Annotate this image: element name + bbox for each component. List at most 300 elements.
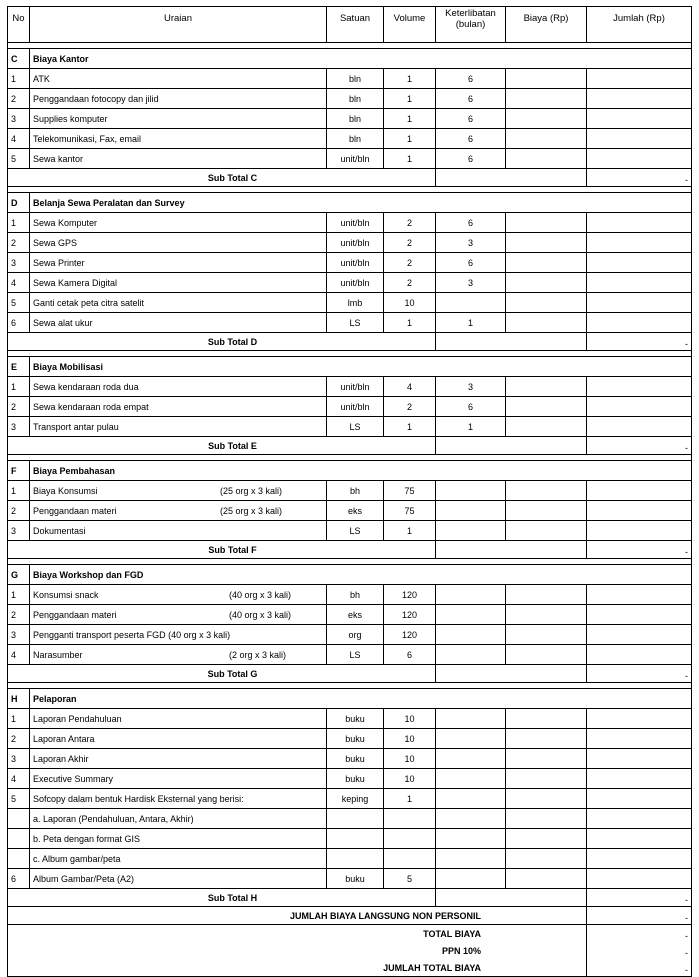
row-volume xyxy=(384,849,436,869)
row-jumlah xyxy=(587,253,692,273)
header-keterlibatan-line1: Keterlibatan xyxy=(445,8,496,19)
row-volume: 120 xyxy=(384,605,436,625)
row-volume: 1 xyxy=(384,129,436,149)
table-row xyxy=(8,397,692,417)
header-no: No xyxy=(8,7,30,43)
grand-total-row xyxy=(8,925,692,943)
table-row xyxy=(8,417,692,437)
row-satuan: unit/bln xyxy=(327,233,384,253)
table-row xyxy=(8,521,692,541)
subtotal-row xyxy=(8,541,692,559)
row-item-text: Sewa kendaraan roda dua xyxy=(33,381,139,392)
row-jumlah xyxy=(587,233,692,253)
row-item xyxy=(30,625,327,645)
subtotal-label: Sub Total H xyxy=(8,889,436,907)
row-biaya xyxy=(506,849,587,869)
row-jumlah xyxy=(587,521,692,541)
total-label: TOTAL BIAYA xyxy=(8,925,587,943)
row-item-text: Penggandaan materi xyxy=(33,505,117,516)
table-row xyxy=(8,769,692,789)
row-number: 3 xyxy=(8,749,30,769)
row-item-text: Penggandaan fotocopy dan jilid xyxy=(33,93,159,104)
row-number xyxy=(8,849,30,869)
subtotal-row xyxy=(8,437,692,455)
row-jumlah xyxy=(587,605,692,625)
row-item-text: Sofcopy dalam bentuk Hardisk Eksternal yang berisi: xyxy=(33,793,244,804)
row-bulan xyxy=(436,501,506,521)
table-row xyxy=(8,849,692,869)
row-jumlah xyxy=(587,397,692,417)
table-row xyxy=(8,213,692,233)
row-item-text: Dokumentasi xyxy=(33,525,86,536)
row-satuan: LS xyxy=(327,521,384,541)
section-title: Biaya Kantor xyxy=(30,49,692,69)
row-jumlah xyxy=(587,645,692,665)
header-keterlibatan xyxy=(436,7,506,43)
row-number: 1 xyxy=(8,213,30,233)
subtotal-label: Sub Total D xyxy=(8,333,436,351)
subtotal-blank xyxy=(436,169,587,187)
header-uraian: Uraian xyxy=(30,7,327,43)
subtotal-value: - xyxy=(587,333,692,351)
row-jumlah xyxy=(587,129,692,149)
table-header xyxy=(8,7,692,43)
row-number: 6 xyxy=(8,869,30,889)
subtotal-label: Sub Total E xyxy=(8,437,436,455)
row-volume: 1 xyxy=(384,109,436,129)
table-row xyxy=(8,313,692,333)
row-satuan: buku xyxy=(327,749,384,769)
row-satuan: bh xyxy=(327,585,384,605)
row-item-text: Sewa kantor xyxy=(33,153,84,164)
row-item-text: b. Peta dengan format GIS xyxy=(33,833,141,844)
section-code: C xyxy=(8,49,30,69)
section-heading xyxy=(8,565,692,585)
row-satuan: unit/bln xyxy=(327,213,384,233)
row-item xyxy=(30,585,327,605)
row-item xyxy=(30,397,327,417)
grand-total-row xyxy=(8,907,692,925)
row-volume: 1 xyxy=(384,789,436,809)
row-volume: 2 xyxy=(384,397,436,417)
row-biaya xyxy=(506,625,587,645)
row-jumlah xyxy=(587,849,692,869)
row-item xyxy=(30,89,327,109)
table-row xyxy=(8,481,692,501)
row-number: 2 xyxy=(8,605,30,625)
row-jumlah xyxy=(587,809,692,829)
row-bulan: 1 xyxy=(436,417,506,437)
row-satuan: unit/bln xyxy=(327,397,384,417)
table-row xyxy=(8,293,692,313)
row-item xyxy=(30,69,327,89)
row-volume: 5 xyxy=(384,869,436,889)
row-item-text: ATK xyxy=(33,73,50,84)
row-biaya xyxy=(506,377,587,397)
row-item-text: Sewa Kamera Digital xyxy=(33,277,118,288)
row-item-text: Narasumber xyxy=(33,649,83,660)
table-row xyxy=(8,253,692,273)
subtotal-row xyxy=(8,169,692,187)
row-number: 1 xyxy=(8,481,30,501)
row-item xyxy=(30,809,327,829)
row-satuan: unit/bln xyxy=(327,253,384,273)
row-bulan xyxy=(436,645,506,665)
section-code: D xyxy=(8,193,30,213)
row-volume: 1 xyxy=(384,521,436,541)
row-jumlah xyxy=(587,749,692,769)
section-code: F xyxy=(8,461,30,481)
row-volume: 75 xyxy=(384,501,436,521)
row-volume: 2 xyxy=(384,233,436,253)
row-bulan xyxy=(436,869,506,889)
row-item xyxy=(30,273,327,293)
row-volume: 2 xyxy=(384,213,436,233)
row-bulan: 6 xyxy=(436,213,506,233)
row-jumlah xyxy=(587,789,692,809)
row-volume: 2 xyxy=(384,253,436,273)
row-biaya xyxy=(506,789,587,809)
row-number: 2 xyxy=(8,233,30,253)
row-bulan xyxy=(436,605,506,625)
subtotal-row xyxy=(8,889,692,907)
row-number: 1 xyxy=(8,377,30,397)
row-number: 3 xyxy=(8,521,30,541)
grand-total-row xyxy=(8,959,692,977)
subtotal-blank xyxy=(436,333,587,351)
row-item-note: (40 org x 3 kali) xyxy=(229,609,292,620)
row-bulan xyxy=(436,729,506,749)
row-satuan: LS xyxy=(327,313,384,333)
row-item-text: Sewa alat ukur xyxy=(33,317,93,328)
row-item xyxy=(30,869,327,889)
table-row xyxy=(8,149,692,169)
row-bulan: 6 xyxy=(436,253,506,273)
row-biaya xyxy=(506,809,587,829)
row-item xyxy=(30,233,327,253)
row-satuan: bln xyxy=(327,129,384,149)
row-jumlah xyxy=(587,829,692,849)
row-item xyxy=(30,849,327,869)
total-label: PPN 10% xyxy=(8,942,587,959)
row-bulan xyxy=(436,829,506,849)
row-volume: 10 xyxy=(384,769,436,789)
row-biaya xyxy=(506,149,587,169)
row-volume: 10 xyxy=(384,749,436,769)
row-volume: 1 xyxy=(384,149,436,169)
table-row xyxy=(8,729,692,749)
section-heading xyxy=(8,689,692,709)
row-item-text: Konsumsi snack xyxy=(33,589,99,600)
total-value: - xyxy=(587,942,692,959)
row-jumlah xyxy=(587,869,692,889)
row-satuan: LS xyxy=(327,645,384,665)
row-item xyxy=(30,501,327,521)
row-item-text: a. Laporan (Pendahuluan, Antara, Akhir) xyxy=(33,813,194,824)
row-satuan: buku xyxy=(327,869,384,889)
row-biaya xyxy=(506,729,587,749)
row-jumlah xyxy=(587,313,692,333)
row-bulan: 6 xyxy=(436,69,506,89)
subtotal-blank xyxy=(436,665,587,683)
row-bulan: 3 xyxy=(436,273,506,293)
row-bulan xyxy=(436,585,506,605)
row-number: 6 xyxy=(8,313,30,333)
row-jumlah xyxy=(587,481,692,501)
row-volume: 10 xyxy=(384,709,436,729)
total-value: - xyxy=(587,959,692,977)
header-volume: Volume xyxy=(384,7,436,43)
row-number: 4 xyxy=(8,273,30,293)
section-heading xyxy=(8,49,692,69)
row-volume xyxy=(384,829,436,849)
section-title: Pelaporan xyxy=(30,689,692,709)
row-jumlah xyxy=(587,69,692,89)
table-row xyxy=(8,69,692,89)
row-biaya xyxy=(506,417,587,437)
row-number: 5 xyxy=(8,149,30,169)
header-biaya: Biaya (Rp) xyxy=(506,7,587,43)
row-volume: 75 xyxy=(384,481,436,501)
subtotal-value: - xyxy=(587,437,692,455)
subtotal-value: - xyxy=(587,541,692,559)
row-item xyxy=(30,605,327,625)
row-volume: 1 xyxy=(384,313,436,333)
table-row xyxy=(8,789,692,809)
row-satuan: eks xyxy=(327,501,384,521)
row-satuan: unit/bln xyxy=(327,149,384,169)
row-item-text: Pengganti transport peserta FGD (40 org x 3 kali) xyxy=(33,629,231,640)
subtotal-label: Sub Total G xyxy=(8,665,436,683)
row-bulan: 3 xyxy=(436,233,506,253)
row-satuan: bh xyxy=(327,481,384,501)
row-item-text: Sewa GPS xyxy=(33,237,78,248)
row-item-text: Album Gambar/Peta (A2) xyxy=(33,873,135,884)
row-biaya xyxy=(506,89,587,109)
row-item-text: c. Album gambar/peta xyxy=(33,853,121,864)
row-item-note: (25 org x 3 kali) xyxy=(220,485,283,496)
table-row xyxy=(8,829,692,849)
row-number: 2 xyxy=(8,89,30,109)
subtotal-blank xyxy=(436,437,587,455)
row-volume: 1 xyxy=(384,89,436,109)
budget-table xyxy=(7,6,692,977)
row-jumlah xyxy=(587,729,692,749)
row-item-text: Executive Summary xyxy=(33,773,114,784)
row-biaya xyxy=(506,213,587,233)
row-item xyxy=(30,109,327,129)
row-bulan xyxy=(436,749,506,769)
row-volume: 10 xyxy=(384,729,436,749)
row-biaya xyxy=(506,749,587,769)
total-label: JUMLAH TOTAL BIAYA xyxy=(8,959,587,977)
row-number: 4 xyxy=(8,645,30,665)
row-satuan: lmb xyxy=(327,293,384,313)
row-satuan: LS xyxy=(327,417,384,437)
row-satuan xyxy=(327,829,384,849)
row-number: 2 xyxy=(8,397,30,417)
row-biaya xyxy=(506,69,587,89)
row-biaya xyxy=(506,273,587,293)
total-label: JUMLAH BIAYA LANGSUNG NON PERSONIL xyxy=(8,907,587,925)
row-jumlah xyxy=(587,709,692,729)
section-title: Biaya Mobilisasi xyxy=(30,357,692,377)
row-volume: 10 xyxy=(384,293,436,313)
row-biaya xyxy=(506,869,587,889)
row-item-note: (2 org x 3 kali) xyxy=(229,649,287,660)
row-item xyxy=(30,313,327,333)
row-bulan xyxy=(436,789,506,809)
row-item-text: Biaya Konsumsi xyxy=(33,485,98,496)
row-jumlah xyxy=(587,213,692,233)
row-item xyxy=(30,129,327,149)
row-item-text: Supplies komputer xyxy=(33,113,108,124)
row-number: 3 xyxy=(8,109,30,129)
section-title: Belanja Sewa Peralatan dan Survey xyxy=(30,193,692,213)
row-biaya xyxy=(506,605,587,625)
row-bulan: 1 xyxy=(436,313,506,333)
row-number xyxy=(8,829,30,849)
row-number: 1 xyxy=(8,69,30,89)
row-biaya xyxy=(506,313,587,333)
row-item xyxy=(30,709,327,729)
row-biaya xyxy=(506,481,587,501)
row-biaya xyxy=(506,829,587,849)
row-number: 2 xyxy=(8,729,30,749)
table-row xyxy=(8,625,692,645)
row-biaya xyxy=(506,769,587,789)
subtotal-blank xyxy=(436,889,587,907)
row-jumlah xyxy=(587,417,692,437)
row-item xyxy=(30,293,327,313)
row-bulan: 6 xyxy=(436,129,506,149)
row-item xyxy=(30,769,327,789)
row-item xyxy=(30,789,327,809)
row-volume: 120 xyxy=(384,625,436,645)
table-row xyxy=(8,645,692,665)
table-row xyxy=(8,605,692,625)
row-volume: 2 xyxy=(384,273,436,293)
table-row xyxy=(8,501,692,521)
row-satuan: unit/bln xyxy=(327,377,384,397)
row-number: 4 xyxy=(8,769,30,789)
row-bulan xyxy=(436,521,506,541)
row-biaya xyxy=(506,233,587,253)
row-bulan: 6 xyxy=(436,397,506,417)
row-number: 5 xyxy=(8,293,30,313)
header-keterlibatan-line2: (bulan) xyxy=(455,19,486,30)
row-volume: 6 xyxy=(384,645,436,665)
row-item xyxy=(30,149,327,169)
row-bulan xyxy=(436,769,506,789)
row-biaya xyxy=(506,293,587,313)
row-biaya xyxy=(506,129,587,149)
row-satuan: keping xyxy=(327,789,384,809)
row-number xyxy=(8,809,30,829)
row-biaya xyxy=(506,109,587,129)
row-jumlah xyxy=(587,273,692,293)
row-bulan: 6 xyxy=(436,109,506,129)
section-heading xyxy=(8,357,692,377)
row-biaya xyxy=(506,253,587,273)
row-jumlah xyxy=(587,625,692,645)
row-biaya xyxy=(506,397,587,417)
subtotal-label: Sub Total C xyxy=(8,169,436,187)
table-row xyxy=(8,585,692,605)
row-item-note: (40 org x 3 kali) xyxy=(229,589,292,600)
row-satuan: buku xyxy=(327,729,384,749)
row-jumlah xyxy=(587,149,692,169)
row-satuan xyxy=(327,809,384,829)
row-jumlah xyxy=(587,109,692,129)
row-volume: 4 xyxy=(384,377,436,397)
row-satuan: bln xyxy=(327,69,384,89)
table-row xyxy=(8,709,692,729)
row-item-text: Transport antar pulau xyxy=(33,421,119,432)
row-satuan: buku xyxy=(327,769,384,789)
row-bulan xyxy=(436,709,506,729)
row-item-note: (25 org x 3 kali) xyxy=(220,505,283,516)
subtotal-value: - xyxy=(587,665,692,683)
row-item xyxy=(30,213,327,233)
row-jumlah xyxy=(587,585,692,605)
table-row xyxy=(8,109,692,129)
table-row xyxy=(8,377,692,397)
row-satuan xyxy=(327,849,384,869)
row-jumlah xyxy=(587,769,692,789)
row-item xyxy=(30,829,327,849)
row-item-text: Laporan Pendahuluan xyxy=(33,713,122,724)
table-row xyxy=(8,809,692,829)
row-biaya xyxy=(506,521,587,541)
row-satuan: bln xyxy=(327,89,384,109)
table-row xyxy=(8,273,692,293)
row-satuan: buku xyxy=(327,709,384,729)
section-title: Biaya Pembahasan xyxy=(30,461,692,481)
table-row xyxy=(8,89,692,109)
row-number: 2 xyxy=(8,501,30,521)
row-item xyxy=(30,377,327,397)
row-item xyxy=(30,417,327,437)
row-bulan: 6 xyxy=(436,149,506,169)
row-number: 1 xyxy=(8,709,30,729)
row-biaya xyxy=(506,709,587,729)
row-item-text: Telekomunikasi, Fax, email xyxy=(33,133,142,144)
row-item xyxy=(30,253,327,273)
section-code: H xyxy=(8,689,30,709)
total-value: - xyxy=(587,907,692,925)
section-heading xyxy=(8,461,692,481)
row-biaya xyxy=(506,501,587,521)
header-jumlah: Jumlah (Rp) xyxy=(587,7,692,43)
subtotal-blank xyxy=(436,541,587,559)
row-jumlah xyxy=(587,293,692,313)
row-item xyxy=(30,729,327,749)
section-heading xyxy=(8,193,692,213)
subtotal-value: - xyxy=(587,169,692,187)
section-title: Biaya Workshop dan FGD xyxy=(30,565,692,585)
row-satuan: bln xyxy=(327,109,384,129)
table-row xyxy=(8,129,692,149)
row-satuan: unit/bln xyxy=(327,273,384,293)
table-row xyxy=(8,749,692,769)
row-jumlah xyxy=(587,89,692,109)
subtotal-row xyxy=(8,333,692,351)
row-number: 1 xyxy=(8,585,30,605)
row-number: 4 xyxy=(8,129,30,149)
row-bulan xyxy=(436,293,506,313)
row-bulan xyxy=(436,481,506,501)
